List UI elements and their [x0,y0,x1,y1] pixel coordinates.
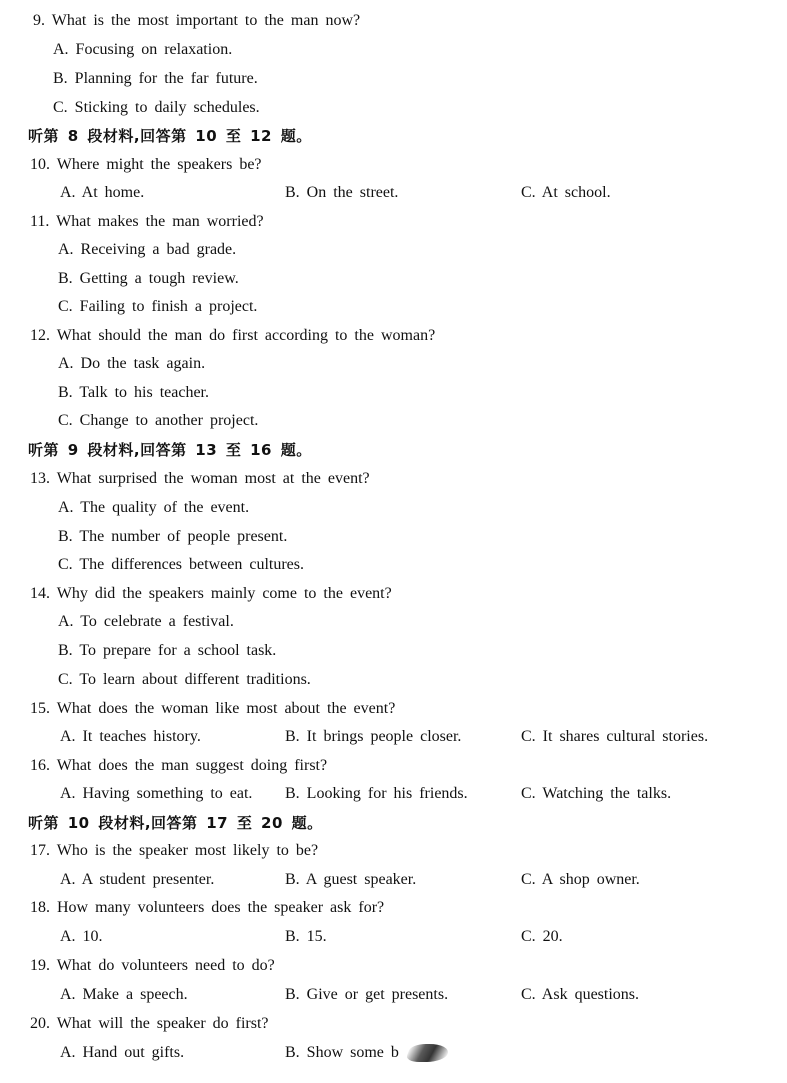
question-10-option-b: B. On the street. [285,184,399,201]
question-13: 13. What surprised the woman most at the event? [30,470,370,487]
question-12-option-c: C. Change to another project. [58,412,259,429]
question-15-option-b: B. It brings people closer. [285,728,462,745]
question-13-option-b: B. The number of people present. [58,528,288,545]
question-16: 16. What does the man suggest doing first? [30,757,328,774]
question-12-option-b: B. Talk to his teacher. [58,384,209,401]
question-13-option-a: A. The quality of the event. [58,499,250,516]
question-17-option-c: C. A shop owner. [521,871,640,888]
question-18-option-a: A. 10. [60,928,103,945]
section-8-heading: 听第 8 段材料,回答第 10 至 12 题。 [28,127,312,145]
section-9-heading: 听第 9 段材料,回答第 13 至 16 题。 [28,441,312,459]
question-11: 11. What makes the man worried? [30,213,264,230]
question-20-option-b: B. Show some b [285,1044,399,1061]
question-9-option-c: C. Sticking to daily schedules. [53,99,260,116]
question-16-option-a: A. Having something to eat. [60,785,253,802]
question-15: 15. What does the woman like most about the event? [30,700,396,717]
question-18-option-b: B. 15. [285,928,327,945]
question-14-option-a: A. To celebrate a festival. [58,613,234,630]
question-16-option-c: C. Watching the talks. [521,785,672,802]
question-19-option-c: C. Ask questions. [521,986,640,1003]
question-10: 10. Where might the speakers be? [30,156,262,173]
question-11-option-b: B. Getting a tough review. [58,270,239,287]
question-19-option-a: A. Make a speech. [60,986,188,1003]
question-14: 14. Why did the speakers mainly come to the event? [30,585,392,602]
question-15-option-c: C. It shares cultural stories. [521,728,709,745]
ink-smudge [405,1044,452,1062]
question-17: 17. Who is the speaker most likely to be? [30,842,319,859]
question-17-option-a: A. A student presenter. [60,871,215,888]
question-15-option-a: A. It teaches history. [60,728,201,745]
question-18: 18. How many volunteers does the speaker ask for? [30,899,385,916]
question-9-option-b: B. Planning for the far future. [53,70,258,87]
question-16-option-b: B. Looking for his friends. [285,785,468,802]
question-11-option-a: A. Receiving a bad grade. [58,241,237,258]
section-10-heading: 听第 10 段材料,回答第 17 至 20 题。 [28,814,323,832]
question-11-option-c: C. Failing to finish a project. [58,298,258,315]
question-19-option-b: B. Give or get presents. [285,986,449,1003]
question-10-option-a: A. At home. [60,184,145,201]
question-9: 9. What is the most important to the man now? [33,12,361,29]
question-14-option-c: C. To learn about different traditions. [58,671,311,688]
question-12: 12. What should the man do first according to the woman? [30,327,436,344]
question-10-option-c: C. At school. [521,184,611,201]
question-13-option-c: C. The differences between cultures. [58,556,304,573]
question-20: 20. What will the speaker do first? [30,1015,269,1032]
question-17-option-b: B. A guest speaker. [285,871,417,888]
question-9-option-a: A. Focusing on relaxation. [53,41,233,58]
question-20-option-a: A. Hand out gifts. [60,1044,185,1061]
question-19: 19. What do volunteers need to do? [30,957,275,974]
question-12-option-a: A. Do the task again. [58,355,206,372]
question-18-option-c: C. 20. [521,928,563,945]
question-14-option-b: B. To prepare for a school task. [58,642,277,659]
